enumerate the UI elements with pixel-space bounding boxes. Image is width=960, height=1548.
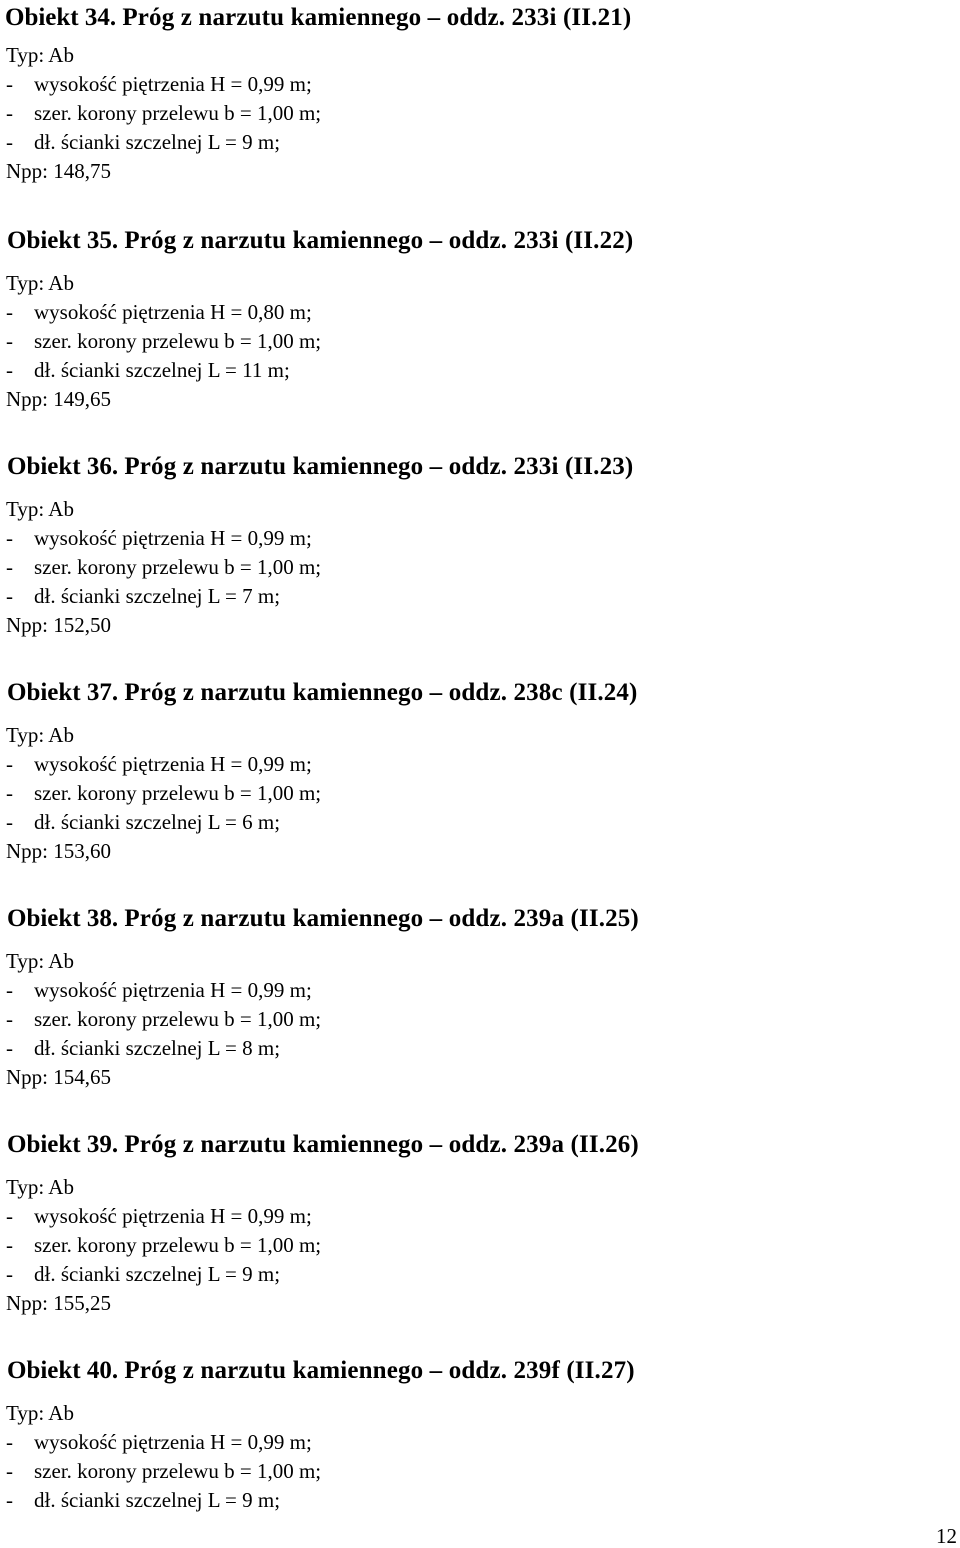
sheet-pile-length-line [6,1487,280,1513]
object-title [5,3,631,33]
crest-width-line [6,780,321,806]
height-line [6,299,312,325]
sheet-pile-length-line [6,809,280,835]
height-line [6,525,312,551]
object-number: Obiekt 38. [7,905,119,932]
object-description: Próg z narzutu kamiennego – oddz. 238c (II.24) [124,679,638,706]
type-line: Typ: Ab [6,949,74,973]
sheet-pile-length-value: dł. ścianki szczelnej L = 7 m; [34,584,281,608]
crest-width-line [6,328,321,354]
crest-width-value: szer. korony przelewu b = 1,00 m; [34,781,322,805]
page-number: 12 [936,1524,957,1548]
object-title [7,1130,639,1160]
list-dash: - [6,1430,13,1454]
list-dash: - [6,978,13,1002]
height-line [6,1203,312,1229]
crest-width-line [6,100,321,126]
sheet-pile-length-value: dł. ścianki szczelnej L = 8 m; [34,1036,281,1060]
crest-width-line [6,1232,321,1258]
height-value: wysokość piętrzenia H = 0,99 m; [34,752,312,776]
list-dash: - [6,300,13,324]
sheet-pile-length-line [6,1261,280,1287]
list-dash: - [6,526,13,550]
crest-width-value: szer. korony przelewu b = 1,00 m; [34,1459,322,1483]
height-line [6,1429,312,1455]
object-description: Próg z narzutu kamiennego – oddz. 233i (II.21) [122,4,632,31]
npp-line: Npp: 155,25 [6,1291,111,1315]
height-value: wysokość piętrzenia H = 0,99 m; [34,1204,312,1228]
object-title [7,226,633,256]
height-value: wysokość piętrzenia H = 0,99 m; [34,978,312,1002]
list-dash: - [6,1459,13,1483]
list-dash: - [6,555,13,579]
list-dash: - [6,1036,13,1060]
crest-width-value: szer. korony przelewu b = 1,00 m; [34,1007,322,1031]
height-value: wysokość piętrzenia H = 0,99 m; [34,72,312,96]
list-dash: - [6,1488,13,1512]
type-line: Typ: Ab [6,1175,74,1199]
list-dash: - [6,72,13,96]
type-line: Typ: Ab [6,43,74,67]
object-title [7,904,639,934]
sheet-pile-length-line [6,1035,280,1061]
sheet-pile-length-line [6,129,280,155]
type-line: Typ: Ab [6,271,74,295]
object-number: Obiekt 34. [5,4,117,31]
crest-width-line [6,1006,321,1032]
crest-width-value: szer. korony przelewu b = 1,00 m; [34,101,322,125]
sheet-pile-length-value: dł. ścianki szczelnej L = 11 m; [34,358,290,382]
list-dash: - [6,1204,13,1228]
npp-line: Npp: 152,50 [6,613,111,637]
crest-width-value: szer. korony przelewu b = 1,00 m; [34,329,322,353]
height-line [6,751,312,777]
list-dash: - [6,1233,13,1257]
list-dash: - [6,810,13,834]
npp-line: Npp: 149,65 [6,387,111,411]
list-dash: - [6,1007,13,1031]
crest-width-value: szer. korony przelewu b = 1,00 m; [34,555,322,579]
object-number: Obiekt 36. [7,453,119,480]
type-line: Typ: Ab [6,1401,74,1425]
crest-width-line [6,554,321,580]
object-title [7,452,633,482]
list-dash: - [6,781,13,805]
list-dash: - [6,329,13,353]
object-description: Próg z narzutu kamiennego – oddz. 239a (II.25) [124,905,639,932]
object-number: Obiekt 40. [7,1357,119,1384]
crest-width-value: szer. korony przelewu b = 1,00 m; [34,1233,322,1257]
sheet-pile-length-value: dł. ścianki szczelnej L = 6 m; [34,810,281,834]
object-number: Obiekt 39. [7,1131,119,1158]
type-line: Typ: Ab [6,497,74,521]
list-dash: - [6,1262,13,1286]
object-description: Próg z narzutu kamiennego – oddz. 239f (II.27) [124,1357,635,1384]
object-number: Obiekt 35. [7,227,119,254]
crest-width-line [6,1458,321,1484]
sheet-pile-length-value: dł. ścianki szczelnej L = 9 m; [34,1262,281,1286]
height-value: wysokość piętrzenia H = 0,80 m; [34,300,312,324]
list-dash: - [6,358,13,382]
object-description: Próg z narzutu kamiennego – oddz. 233i (II.22) [124,227,634,254]
object-description: Próg z narzutu kamiennego – oddz. 233i (II.23) [124,453,634,480]
sheet-pile-length-line [6,583,280,609]
npp-line: Npp: 153,60 [6,839,111,863]
object-number: Obiekt 37. [7,679,119,706]
npp-line: Npp: 148,75 [6,159,111,183]
list-dash: - [6,584,13,608]
type-line: Typ: Ab [6,723,74,747]
sheet-pile-length-line [6,357,290,383]
list-dash: - [6,752,13,776]
object-title [7,1356,635,1386]
list-dash: - [6,130,13,154]
object-description: Próg z narzutu kamiennego – oddz. 239a (II.26) [124,1131,639,1158]
height-value: wysokość piętrzenia H = 0,99 m; [34,526,312,550]
height-line [6,71,312,97]
list-dash: - [6,101,13,125]
height-value: wysokość piętrzenia H = 0,99 m; [34,1430,312,1454]
object-title [7,678,638,708]
sheet-pile-length-value: dł. ścianki szczelnej L = 9 m; [34,130,281,154]
height-line [6,977,312,1003]
npp-line: Npp: 154,65 [6,1065,111,1089]
sheet-pile-length-value: dł. ścianki szczelnej L = 9 m; [34,1488,281,1512]
